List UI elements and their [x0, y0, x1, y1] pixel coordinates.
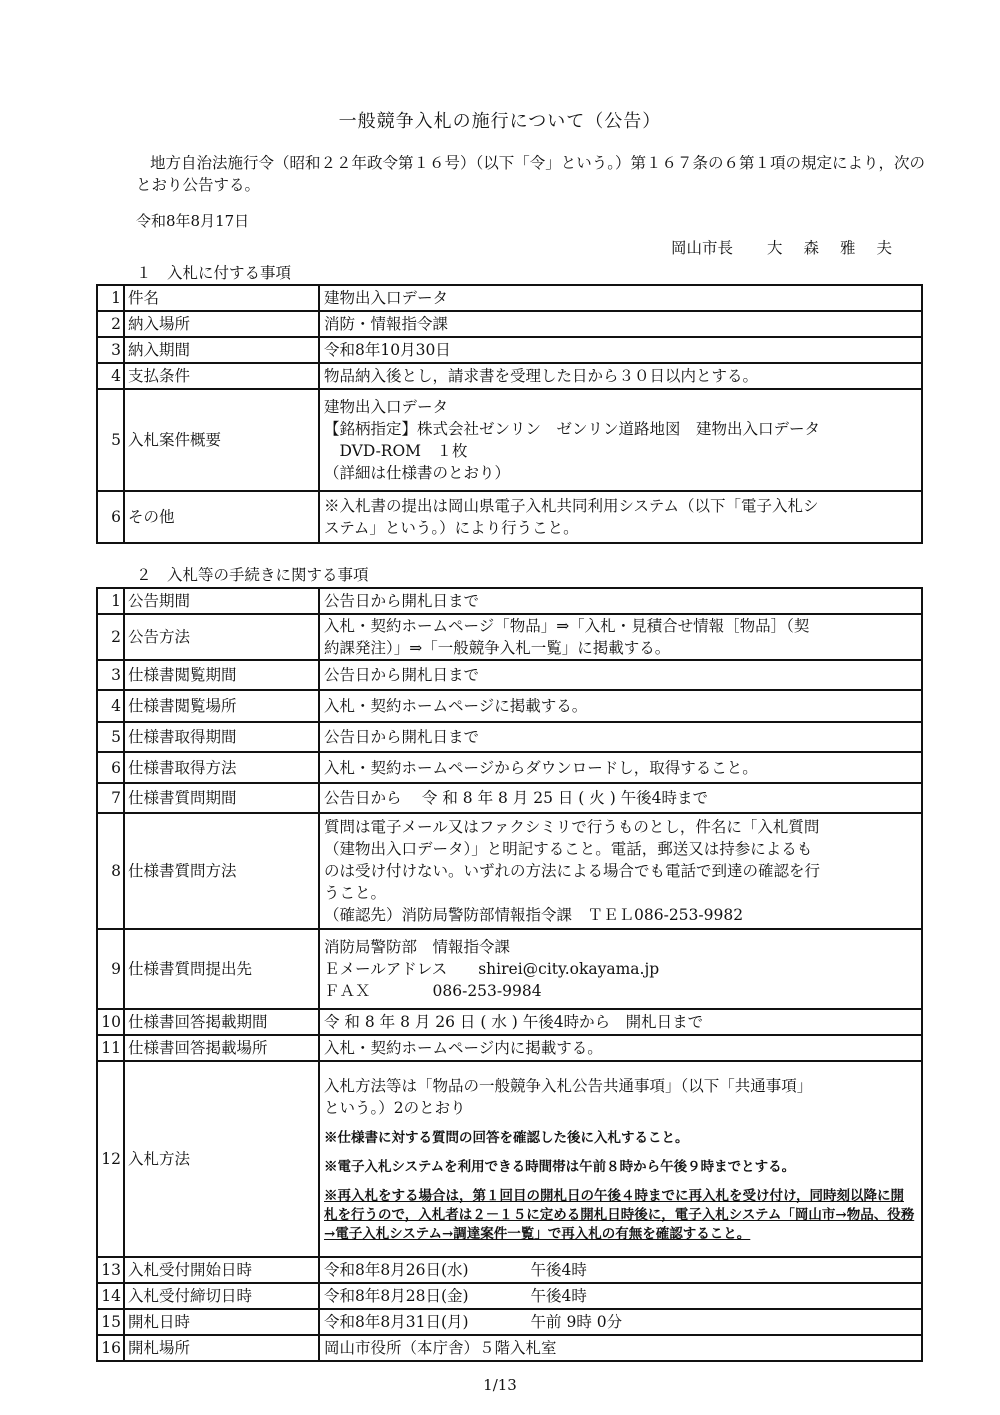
row-label: 納入場所 — [124, 311, 319, 337]
row-label: 入札案件概要 — [124, 389, 319, 491]
table-row — [97, 588, 922, 614]
row-number: 9 — [97, 929, 124, 1009]
note-underlined: ※再入札をする場合は，第１回目の開札日の午後４時までに再入札を受け付け，同時刻以降に開札を行うので，入札者は２－１５に定める開札日時後に，電子入札システム「岡山市→物品、役務→電子入札システム→調達案件一覧」で再入札の有無を確認すること。 — [324, 1187, 915, 1242]
row-value — [319, 389, 922, 491]
row-value: 入札・契約ホームページ内に掲載する。 — [319, 1035, 922, 1061]
intro-paragraph: 地方自治法施行令（昭和２２年政令第１６号）（以下「令」という。）第１６７条の６第１項の規定により，次のとおり公告する。 — [136, 154, 926, 194]
value-line: 入札・契約ホームページ「物品」⇒「入札・見積合せ情報［物品］（契 — [324, 617, 810, 635]
note: ※仕様書に対する質問の回答を確認した後に入札すること。 — [324, 1129, 689, 1146]
row-label: 納入期間 — [124, 337, 319, 363]
table-row — [97, 337, 922, 363]
value-line: DVD-ROM １枚 — [324, 442, 468, 460]
row-number: 15 — [97, 1309, 124, 1335]
row-value: 令 和 8 年 8 月 26 日 ( 水 ) 午後4時から 開札日まで — [319, 1009, 922, 1035]
row-value — [319, 614, 922, 660]
value-line: 約課発注）」⇒「一般競争入札一覧」に掲載する。 — [324, 639, 671, 657]
section2-table — [96, 587, 923, 1362]
value-line: 入札方法等は「物品の一般競争入札公告共通事項」（以下「共通事項」 — [324, 1076, 813, 1095]
row-number: 1 — [97, 285, 124, 311]
value-line: のは受け付けない。いずれの方法による場合でも電話で到達の確認を行 — [324, 862, 821, 880]
row-number: 3 — [97, 337, 124, 363]
table-row — [97, 311, 922, 337]
row-number: 6 — [97, 491, 124, 543]
value-line: うこと。 — [324, 884, 387, 902]
row-label: 仕様書取得方法 — [124, 752, 319, 783]
row-value: 令和8年8月26日(水) 午後4時 — [319, 1257, 922, 1283]
table-row — [97, 1335, 922, 1361]
row-value: 公告日から開札日まで — [319, 722, 922, 752]
value-line: （建物出入口データ）」と明記すること。電話，郵送又は持参によるも — [324, 840, 813, 858]
row-number: 4 — [97, 363, 124, 389]
row-number: 3 — [97, 660, 124, 690]
table-row — [97, 722, 922, 752]
table-row — [97, 752, 922, 783]
spacer — [324, 1148, 917, 1158]
row-value: 公告日から開札日まで — [319, 588, 922, 614]
row-label: 開札日時 — [124, 1309, 319, 1335]
table-row — [97, 690, 922, 722]
section1-table — [96, 284, 923, 544]
announcement-date: 令和8年8月17日 — [136, 212, 250, 230]
table-row — [97, 389, 922, 491]
row-label: 仕様書質問期間 — [124, 783, 319, 813]
row-number: 2 — [97, 311, 124, 337]
table-row — [97, 1257, 922, 1283]
table-row — [97, 929, 922, 1009]
row-label: 仕様書閲覧期間 — [124, 660, 319, 690]
value-line: ※入札書の提出は岡山県電子入札共同利用システム（以下「電子入札シ — [324, 497, 819, 515]
row-value — [319, 929, 922, 1009]
spacer — [324, 1119, 917, 1129]
table-row — [97, 1009, 922, 1035]
signer — [671, 236, 913, 258]
row-number: 7 — [97, 783, 124, 813]
row-number: 12 — [97, 1061, 124, 1257]
value-line: 消防局警防部 情報指令課 — [324, 938, 511, 956]
row-value: 消防・情報指令課 — [319, 311, 922, 337]
row-label: 支払条件 — [124, 363, 319, 389]
row-label: 入札受付開始日時 — [124, 1257, 319, 1283]
spacer — [324, 1177, 917, 1187]
value-line: 【銘柄指定】株式会社ゼンリン ゼンリン道路地図 建物出入口データ — [324, 420, 821, 438]
row-number: 4 — [97, 690, 124, 722]
row-number: 11 — [97, 1035, 124, 1061]
row-label: 仕様書質問提出先 — [124, 929, 319, 1009]
value-line: （確認先）消防局警防部情報指令課 ＴＥＬ086-253-9982 — [324, 906, 744, 924]
table-row — [97, 783, 922, 813]
value-line: （詳細は仕様書のとおり） — [324, 464, 511, 482]
table-row — [97, 813, 922, 929]
table-row — [97, 1035, 922, 1061]
note: ※電子入札システムを利用できる時間帯は午前８時から午後９時までとする。 — [324, 1158, 796, 1175]
row-label: 仕様書回答掲載場所 — [124, 1035, 319, 1061]
value-line: ＦＡＸ 086-253-9984 — [324, 982, 542, 1000]
row-value: 物品納入後とし，請求書を受理した日から３０日以内とする。 — [319, 363, 922, 389]
row-label: 仕様書取得期間 — [124, 722, 319, 752]
row-value — [319, 491, 922, 543]
row-value: 入札・契約ホームページに掲載する。 — [319, 690, 922, 722]
section1-heading: １ 入札に付する事項 — [136, 264, 292, 282]
row-label: 公告方法 — [124, 614, 319, 660]
value-line: 質問は電子メール又はファクシミリで行うものとし，件名に「入札質問 — [324, 818, 820, 836]
row-label: 仕様書回答掲載期間 — [124, 1009, 319, 1035]
table-row — [97, 1061, 922, 1257]
page-number: 1/13 — [483, 1376, 517, 1394]
row-label: 件名 — [124, 285, 319, 311]
signer-name: 大森雅夫 — [767, 239, 914, 257]
row-value — [319, 813, 922, 929]
row-label: 公告期間 — [124, 588, 319, 614]
row-value: 岡山市役所（本庁舎）５階入札室 — [319, 1335, 922, 1361]
row-value — [319, 1061, 922, 1257]
row-number: 6 — [97, 752, 124, 783]
table-row — [97, 285, 922, 311]
row-value: 公告日から 令 和 8 年 8 月 25 日 ( 火 ) 午後4時まで — [319, 783, 922, 813]
table-row — [97, 491, 922, 543]
table-row — [97, 614, 922, 660]
row-value: 建物出入口データ — [319, 285, 922, 311]
row-label: 入札受付締切日時 — [124, 1283, 319, 1309]
row-number: 8 — [97, 813, 124, 929]
row-label: 仕様書閲覧場所 — [124, 690, 319, 722]
row-label: 入札方法 — [124, 1061, 319, 1257]
row-value: 令和8年8月31日(月) 午前 9時 0分 — [319, 1309, 922, 1335]
row-number: 13 — [97, 1257, 124, 1283]
row-label: 仕様書質問方法 — [124, 813, 319, 929]
row-number: 2 — [97, 614, 124, 660]
row-label: その他 — [124, 491, 319, 543]
value-line: 建物出入口データ — [324, 398, 449, 416]
row-label: 開札場所 — [124, 1335, 319, 1361]
row-number: 5 — [97, 389, 124, 491]
row-value: 入札・契約ホームページからダウンロードし，取得すること。 — [319, 752, 922, 783]
table-row — [97, 1283, 922, 1309]
row-number: 14 — [97, 1283, 124, 1309]
section2-heading: ２ 入札等の手続きに関する事項 — [136, 566, 369, 584]
table-row — [97, 660, 922, 690]
row-value: 令和8年8月28日(金) 午後4時 — [319, 1283, 922, 1309]
row-value: 令和8年10月30日 — [319, 337, 922, 363]
page-title: 一般競争入札の施行について（公告） — [338, 111, 662, 132]
row-number: 1 — [97, 588, 124, 614]
row-value: 公告日から開札日まで — [319, 660, 922, 690]
value-line: Ｅメールアドレス shirei@city.okayama.jp — [324, 960, 660, 978]
table-row — [97, 1309, 922, 1335]
row-number: 5 — [97, 722, 124, 752]
row-number: 10 — [97, 1009, 124, 1035]
row-number: 16 — [97, 1335, 124, 1361]
table-row — [97, 363, 922, 389]
value-line: ステム」という。）により行うこと。 — [324, 519, 579, 537]
value-line: という。）2のとおり — [324, 1098, 466, 1117]
signer-title: 岡山市長 — [671, 239, 734, 257]
